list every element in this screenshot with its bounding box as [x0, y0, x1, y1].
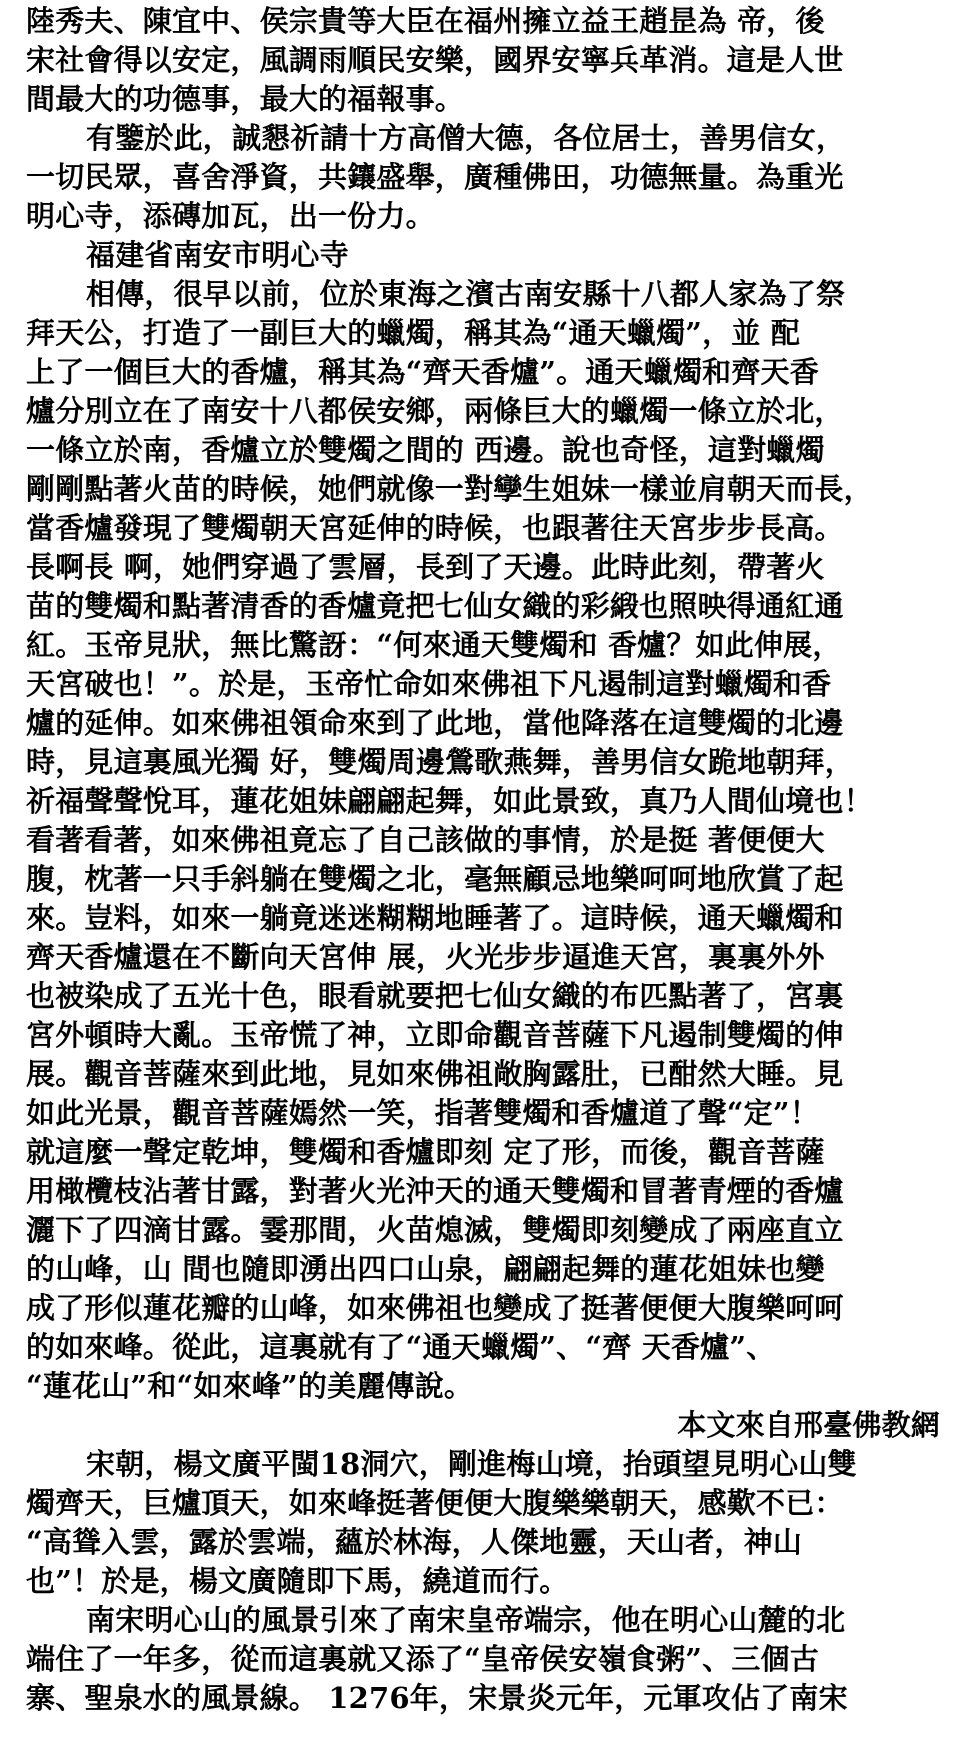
text-line: 展。觀音菩薩來到此地，見如來佛祖敞胸露肚，已酣然大睡。見 — [26, 1057, 844, 1091]
text-line: 宋朝，楊文廣平閩18洞穴，剛進梅山境，抬頭望見明心山雙 — [86, 1447, 857, 1481]
text-line: 剛剛點著火苗的時候，她們就像一對孿生姐妹一樣並肩朝天而長， — [26, 472, 873, 506]
text-line: “蓮花山”和“如來峰”的美麗傳說。 — [26, 1369, 474, 1403]
text-line: 時，見這裏風光獨 好，雙燭周邊鶯歌燕舞，善男信女跪地朝拜， — [26, 745, 854, 779]
text-line: 有鑒於此，誠懇祈請十方高僧大德，各位居士，善男信女， — [86, 121, 846, 155]
text-line: 爐分別立在了南安十八都侯安鄉，兩條巨大的蠟燭一條立於北， — [26, 394, 844, 428]
text-line: 苗的雙燭和點著清香的香爐竟把七仙女織的彩緞也照映得通紅通 — [26, 589, 844, 623]
text-line: 上了一個巨大的香爐，稱其為“齊天香爐”。通天蠟燭和齊天香 — [26, 355, 819, 389]
text-line: 也”！於是，楊文廣隨即下馬，繞道而行。 — [26, 1564, 569, 1598]
source-attribution: 本文來自邢臺佛教網 — [677, 1408, 940, 1442]
text-line: 當香爐發現了雙燭朝天宮延伸的時候，也跟著往天宮步步長高。 — [26, 511, 844, 545]
text-line: 的山峰，山 間也隨即湧出四口山泉，翩翩起舞的蓮花姐妹也變 — [26, 1252, 825, 1286]
text-line: 間最大的功德事，最大的福報事。 — [26, 82, 465, 116]
text-line: “高聳入雲，露於雲端，蘊於林海，人傑地靈，天山者，神山 — [26, 1525, 803, 1559]
text-line: 祈福聲聲悅耳，蓮花姐妹翩翩起舞，如此景致，真乃人間仙境也！ — [26, 784, 873, 818]
text-line: 成了形似蓮花瓣的山峰，如來佛祖也變成了挺著便便大腹樂呵呵 — [26, 1291, 844, 1325]
text-line: 燭齊天，巨爐頂天，如來峰挺著便便大腹樂樂朝天，感歎不已： — [26, 1486, 844, 1520]
text-line: 明心寺，添磚加瓦，出一份力。 — [26, 199, 435, 233]
text-line: 也被染成了五光十色，眼看就要把七仙女織的布匹點著了，宮裏 — [26, 979, 844, 1013]
text-line: 一條立於南，香爐立於雙燭之間的 西邊。說也奇怪，這對蠟燭 — [26, 433, 825, 467]
text-line: 宮外頓時大亂。玉帝慌了神，立即命觀音菩薩下凡遏制雙燭的伸 — [26, 1018, 844, 1052]
text-line: 爐的延伸。如來佛祖領命來到了此地，當他降落在這雙燭的北邊 — [26, 706, 844, 740]
text-line: 一切民眾，喜舍淨資，共鑲盛舉，廣種佛田，功德無量。為重光 — [26, 160, 844, 194]
text-line: 陸秀夫、陳宜中、侯宗貴等大臣在福州擁立益王趙昰為 帝，後 — [26, 4, 825, 38]
text-line: 灑下了四滴甘露。霎那間，火苗熄滅，雙燭即刻變成了兩座直立 — [26, 1213, 844, 1247]
text-line: 天宮破也！”。於是，玉帝忙命如來佛祖下凡遏制這對蠟燭和香 — [26, 667, 832, 701]
text-line: 就這麼一聲定乾坤，雙燭和香爐即刻 定了形，而後，觀音菩薩 — [26, 1135, 825, 1169]
text-line: 腹，枕著一只手斜躺在雙燭之北，毫無顧忌地樂呵呵地欣賞了起 — [26, 862, 844, 896]
text-line: 用橄欖枝沾著甘露，對著火光沖天的通天雙燭和冒著青煙的香爐 — [26, 1174, 844, 1208]
text-line: 如此光景，觀音菩薩嫣然一笑，指著雙燭和香爐道了聲“定”！ — [26, 1096, 819, 1130]
text-line: 相傳，很早以前，位於東海之濱古南安縣十八都人家為了祭 — [86, 277, 846, 311]
text-line: 紅。玉帝見狀，無比驚訝：“何來通天雙燭和 香爐？如此伸展， — [26, 628, 842, 662]
text-line: 寨、聖泉水的風景線。 1276年，宋景炎元年，元軍攻佔了南宋 — [26, 1681, 848, 1715]
text-line: 南宋明心山的風景引來了南宋皇帝端宗，他在明心山麓的北 — [86, 1603, 846, 1637]
text-line: 的如來峰。從此，這裏就有了“通天蠟燭”、“齊 天香爐”、 — [26, 1330, 776, 1364]
text-line: 端住了一年多，從而這裏就又添了“皇帝侯安嶺食粥”、三個古 — [26, 1642, 819, 1676]
text-line: 長啊長 啊，她們穿過了雲層，長到了天邊。此時此刻，帶著火 — [26, 550, 825, 584]
text-line: 福建省南安市明心寺 — [86, 238, 349, 272]
text-line: 宋社會得以安定，風調雨順民安樂，國界安寧兵革消。這是人世 — [26, 43, 844, 77]
text-line: 拜天公，打造了一副巨大的蠟燭，稱其為“通天蠟燭”，並 配 — [26, 316, 801, 350]
text-line: 來。豈料，如來一躺竟迷迷糊糊地睡著了。這時候，通天蠟燭和 — [26, 901, 844, 935]
text-line: 齊天香爐還在不斷向天宮伸 展，火光步步逼進天宮，裏裏外外 — [26, 940, 825, 974]
text-line: 看著看著，如來佛祖竟忘了自己該做的事情，於是挺 著便便大 — [26, 823, 825, 857]
